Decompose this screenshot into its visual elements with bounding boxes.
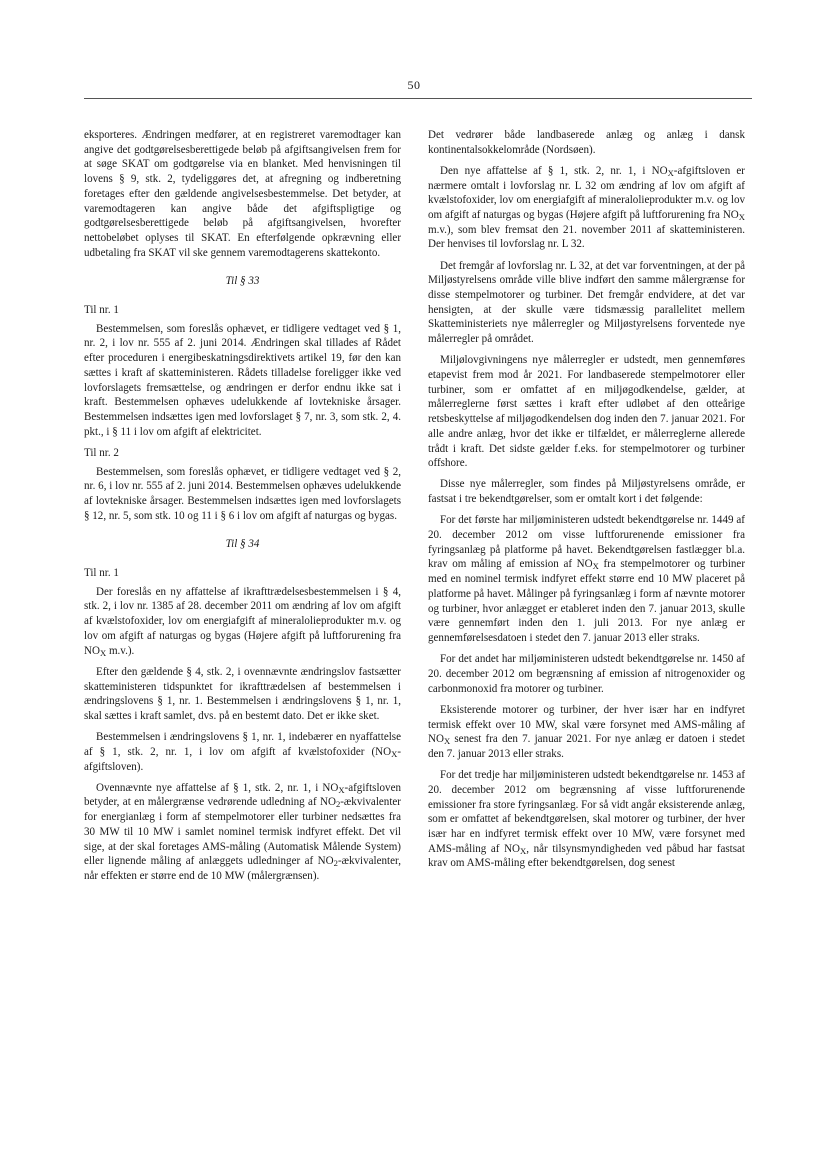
text-run: Den nye affattelse af § 1, stk. 2, nr. 1, i NO xyxy=(440,164,668,177)
paragraph: Disse nye målerregler, som findes på Miljøstyrelsens område, er fastsat i tre bekendtgørelser, som er omtalt kort i det følgende: xyxy=(428,478,745,506)
subsection-heading: Til nr. 1 xyxy=(84,304,119,317)
text-run: -afgiftsloven betyder, at en målergrænse vedrørende udledning af NO xyxy=(84,781,401,809)
left-column xyxy=(84,128,401,890)
paragraph: Det fremgår af lovforslag nr. L 32, at det var forventningen, at der på Miljøstyrelsens område ville blive indført den samme målergrænse for disse stempelmotorer og turbiner. Det fremgår endvidere, at det var hensigten, at der skulle være tidsmæssig parallelitet mellem Skatteministeriets nye målerregler og Miljøstyrelsens forventede nye målerregler på området. xyxy=(428,259,745,346)
text-run: Ovennævnte nye affattelse af § 1, stk. 2, nr. 1, i NO xyxy=(96,781,339,794)
subsection-heading: Til nr. 2 xyxy=(84,446,119,459)
subscript: X xyxy=(592,561,599,572)
paragraph: Efter den gældende § 4, stk. 2, i ovennævnte ændringslov fastsætter skatteministeren tidspunktet for ikrafttrædelsen af bestemmelsen i ændringslovens § 1, nr. 1. Bestemmelsen i ændringslovens § 1, nr. 1, skal sættes i kraft samlet, dvs. på en bestemt dato. Det er ikke sket. xyxy=(84,665,401,722)
paragraph xyxy=(428,703,745,762)
subscript: X xyxy=(667,168,674,179)
text-run: -afgiftsloven er nærmere omtalt i lovforslag nr. L 32 om ændring af lov om afgift af kvælstofoxider, lov om energiafgift af mineralolieprodukter m.v. og lov om afgift af naturgas og bygas (Højere afgift på luftforurening fra NO xyxy=(428,164,745,222)
subsection-heading: Til nr. 1 xyxy=(84,567,119,580)
section-heading-34: Til § 34 xyxy=(225,538,260,551)
paragraph xyxy=(84,585,401,659)
text-run: fra stempelmotorer og turbiner med en nominel termisk indfyret effekt større end 10 MW placeret på platforme på havet. Målinger på fyringsanlæg i form af nævnte motorer og turbiner, hvor anlægget er etableret inden den 7. januar 2013, skulle være gennemført inden den 1. juli 2013. For nye anlæg er gennemførelsesdatoen i stedet den 7. januar 2013 eller straks. xyxy=(428,558,745,644)
paragraph: For det andet har miljøministeren udstedt bekendtgørelse nr. 1450 af 20. december 2012 om begrænsning af emission af nitrogenoxider og carbonmonoxid fra motorer og turbiner. xyxy=(428,653,745,695)
subscript: 2 xyxy=(335,799,341,810)
subscript: X xyxy=(338,784,345,795)
text-run: m.v.), som blev fremsat den 21. november 2011 af skatteministeren. Der henvises til lovforslag nr. L 32. xyxy=(428,223,745,251)
subscript: X xyxy=(520,845,527,856)
section-heading-33: Til § 33 xyxy=(225,275,260,288)
paragraph xyxy=(428,768,745,871)
header-rule xyxy=(84,98,752,99)
text-run: senest fra den 7. januar 2021. For nye anlæg er datoen i stedet den 7. januar 2013 eller straks. xyxy=(428,733,745,760)
paragraph: Miljølovgivningens nye målerregler er udstedt, men gennemføres etapevist frem mod år 2021. For landbaserede stempelmotorer eller turbiner, som er omfattet af en miljøgodkendelse, gælder, at målerreglerne først sættes i kraft efter udløbet af den otteårige retsbeskyttelse af miljøgodkendelsen dog inden den 7. januar 2021. For alle andre anlæg, hvor det ikke er tilfældet, er målerreglerne allerede trådt i kraft. Det sidste gælder f.eks. for stempelmotorer og turbiner offshore. xyxy=(428,354,745,470)
text-run: For det første har miljøministeren udstedt bekendtgørelse nr. 1449 af 20. december 2012 om visse luftforurenende emissioner fra fyringsanlæg på platforme på havet. Bekendtgørelsen fastlægger bl.a. krav om måling af emission af NO xyxy=(428,514,745,571)
text-run: Eksisterende motorer og turbiner, der hver især har en indfyret termisk effekt over 10 MW, skal være forsynet med AMS-måling af NO xyxy=(428,703,745,746)
text-run: For det tredje har miljøministeren udstedt bekendtgørelse nr. 1453 af 20. december 2012 om begrænsning af visse luftforurenende emissioner fra store fyringsanlæg. For så vidt angår eksisterende anlæg, som er omfattet af bekendtgørelsen, skal motorer og turbiner, der hver især har en indfyret termisk effekt over 10 MW, være forsynet med AMS-måling af NO xyxy=(428,769,745,855)
paragraph: Det vedrører både landbaserede anlæg og anlæg i dansk kontinentalsokkelområde (Nordsøen). xyxy=(428,129,745,156)
page-number: 50 xyxy=(407,78,421,92)
text-run: m.v.). xyxy=(106,644,135,657)
text-run: Der foreslås en ny affattelse af ikrafttrædelsesbestemmelsen i § 4, stk. 2, i lov nr. 1385 af 28. december 2011 om ændring af lov om afgift af kvælstofoxider, lov om energiafgift af mineralolieprodukter m.v. og lov om afgift af naturgas og bygas (Højere afgift på luftforurening fra NO xyxy=(84,585,401,657)
paragraph xyxy=(84,730,401,774)
text-run: -ækvivalenter for energianlæg i form af stempelmotorer eller turbiner nedsættes fra 30 MW til 10 MW i samlet nominel termisk indfyret effekt. Det vil sige, at der skal foretages AMS-måling (Automatisk Målende System) eller lignende måling af anlæggets udledninger af NO xyxy=(84,796,401,868)
paragraph: Bestemmelsen, som foreslås ophævet, er tidligere vedtaget ved § 2, nr. 6, i lov nr. 555 af 2. juni 2014. Bestemmelsen ophæves udelukkende af lovtekniske årsager. Bestemmelsen indsættes igen med lovforslagets § 12, nr. 5, som stk. 10 og 11 i § 6 i lov om afgift af naturgas og bygas. xyxy=(84,465,401,522)
paragraph: Bestemmelsen, som foreslås ophævet, er tidligere vedtaget ved § 1, nr. 2, i lov nr. 555 af 2. juni 2014. Ændringen skal tillades af Rådet efter proceduren i energibeskatningsdirektivets artikel 19, før den kan sættes i kraft af skatteministeren. Rådets tilladelse foreligger ikke ved lovforslagets fremsættelse, og ændringen er derfor endnu ikke sat i kraft. Bestemmelsen ophæves udelukkende af lovtekniske årsager. Bestemmelsen indsættes igen med lovforslaget § 7, nr. 3, som stk. 2, 4. pkt., i § 11 i lov om afgift af elektricitet. xyxy=(84,322,401,438)
text-run: -ækvivalenter, når effekten er større end de 10 MW (målergrænsen). xyxy=(84,855,401,882)
subscript: 2 xyxy=(333,858,338,869)
paragraph: eksporteres. Ændringen medfører, at en registreret varemodtager kan angive det godtgørelsesberettigede beløb på afgiftsangivelsen frem for at søge SKAT om godtgørelse via en blanket. Med henvisningen til lovens § 9, stk. 2, tydeliggøres det, at afregning og indberetning foretages efter den gældende angivelsesbestemmelse. Det betyder, at varemodtageren kan angive både det afgiftspligtige og godtgørelsesberettigede beløb på afgiftsangivelsen, hvorefter nettobeløbet oplyses til SKAT. En efterfølgende opkrævning eller udbetaling fra SKAT vil ske gennem varemodtagerens skattekonto. xyxy=(84,129,401,259)
right-column xyxy=(428,128,745,878)
text-run: , når tilsynsmyndigheden ved påbud har fastsat krav om AMS-måling efter bekendtgørelsen, dog senest xyxy=(428,842,745,870)
subscript: X xyxy=(443,736,451,747)
paragraph xyxy=(428,513,745,645)
text-run: Bestemmelsen i ændringslovens § 1, nr. 1, indebærer en nyaffattelse af § 1, stk. 2, nr. 1, i lov om afgift af kvælstofoxider (NO xyxy=(84,731,401,758)
subscript: X xyxy=(99,647,107,658)
text-run: -afgiftsloven). xyxy=(84,745,401,773)
subscript: X xyxy=(738,212,745,223)
paragraph xyxy=(84,781,401,884)
subscript: X xyxy=(391,748,398,759)
paragraph xyxy=(428,164,745,252)
